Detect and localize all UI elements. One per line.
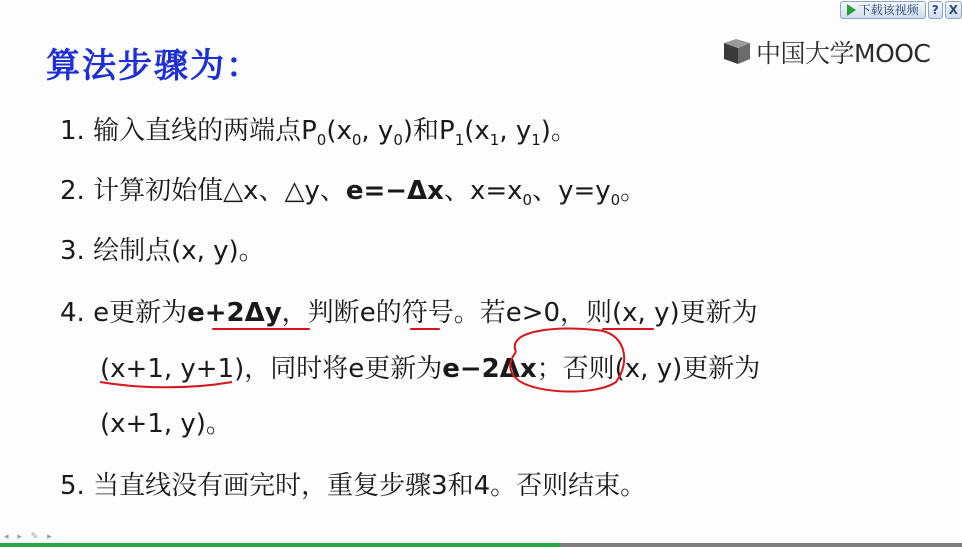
underline-x1-y1: [96, 374, 236, 392]
slide-heading: 算法步骤为：: [46, 46, 262, 86]
help-button[interactable]: [928, 1, 943, 19]
expr-e-minus-2dx: e−2Δx: [442, 354, 537, 384]
progress-fill: [0, 543, 560, 547]
download-video-button[interactable]: [840, 1, 926, 19]
close-icon: X: [948, 3, 958, 17]
player-toolbar: [840, 0, 962, 20]
play-icon: [847, 4, 856, 16]
help-icon: ?: [931, 3, 939, 17]
step-5: 5. 当直线没有画完时，重复步骤3和4。否则结束。: [60, 471, 647, 501]
expr-x1-y1: (x+1, y+1): [100, 354, 245, 384]
close-button[interactable]: [945, 1, 962, 19]
slide-nav-icons: ◂ ▸ ✎ ▸: [4, 532, 55, 542]
step-1: 1. 输入直线的两端点$P_0(x_0$, $y_0$)和$P_1(x_1$, $y_1$)。: [60, 116, 577, 149]
underline-e-plus-2dy: [212, 328, 310, 330]
step-4-line-3: (x+1, y)。: [100, 409, 232, 439]
step-4-line-2: (x+1, y+1)，同时将e更新为e−2Δx；否则(x, y)更新为: [100, 354, 761, 384]
mooc-logo-text: 中国大学MOOC: [756, 39, 931, 68]
expr-e: e: [359, 298, 376, 328]
step-2: 2. 计算初始值△x、△y、e=−Δx、$x=x_0$、$y=y_0$。: [60, 176, 647, 209]
expr-e-plus-2dy: e+2Δy: [187, 298, 282, 328]
underline-e: [410, 328, 440, 330]
mooc-logo-icon: [722, 39, 752, 65]
mooc-logo: [722, 34, 930, 70]
step-3: 3. 绘制点(x, y)。: [60, 236, 265, 266]
expr-e-gt-0: e>0: [505, 298, 561, 328]
download-video-label: 下载该视频: [858, 3, 919, 17]
circle-e-minus-2dx: [496, 322, 636, 398]
step-4-line-1: 4. e更新为e+2Δy，判断e的符号。若e>0，则(x, y)更新为: [60, 298, 758, 328]
